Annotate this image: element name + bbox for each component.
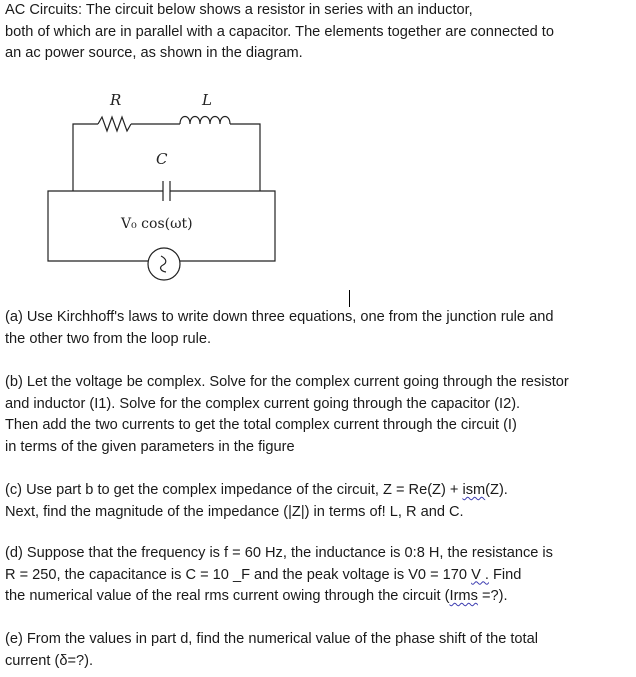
part-b-line: Then add the two currents to get the total complex current through the circuit (I)	[5, 417, 517, 433]
intro-line: AC Circuits: The circuit below shows a resistor in series with an inductor,	[5, 2, 473, 18]
text-run: R = 250, the capacitance is C = 10 _F and the peak voltage is V0 = 170	[5, 566, 472, 583]
text-run: (c) Use part b to get the complex impedance of the circuit, Z = Re(Z) +	[5, 482, 463, 498]
part-d-line-1: (d) Suppose that the frequency is f = 60 Hz, the inductance is 0:8 H, the resistance is	[5, 545, 553, 561]
intro-paragraph	[5, 0, 635, 65]
spellcheck-flag[interactable]: Irms	[449, 588, 478, 604]
spellcheck-flag[interactable]: V .	[471, 566, 489, 583]
part-b-line: in terms of the given parameters in the figure	[5, 438, 295, 455]
intro-line: both of which are in parallel with a capacitor. The elements together are connected to	[5, 23, 554, 40]
source-label: V₀ cos(ωt)	[121, 216, 193, 232]
inductor-symbol	[180, 117, 230, 125]
part-d-paragraph	[5, 543, 635, 608]
text-run: =?).	[477, 588, 508, 604]
circuit-diagram	[40, 82, 310, 282]
part-d-line-3	[5, 586, 635, 608]
text-run: Find	[488, 566, 522, 583]
top-right-wire	[230, 124, 260, 191]
text-run: the numerical value of the real rms current owing through the circuit (	[5, 588, 450, 604]
ac-source-wave	[161, 256, 166, 272]
resistor-label: R	[110, 91, 122, 109]
intro-line: an ac power source, as shown in the diagram.	[5, 45, 303, 61]
part-c-line-1	[5, 480, 635, 502]
outer-right-wire	[180, 191, 275, 261]
part-e-paragraph	[5, 629, 635, 672]
part-a-paragraph	[5, 307, 635, 350]
part-d-line-2	[5, 565, 635, 587]
spellcheck-flag[interactable]: ism	[462, 482, 486, 498]
part-c-paragraph	[5, 480, 635, 523]
capacitor-label: C	[156, 150, 168, 168]
part-c-line-2: Next, find the magnitude of the impedance (|Z|) in terms of! L, R and C.	[5, 503, 464, 520]
text-run: (Z).	[485, 482, 508, 498]
part-b-line: (b) Let the voltage be complex. Solve for the complex current going through the resistor	[5, 374, 569, 390]
part-e-line: current (δ=?).	[5, 652, 94, 669]
part-b-line: and inductor (I1). Solve for the complex current going through the capacitor (I2).	[5, 395, 521, 412]
top-left-wire	[73, 124, 98, 191]
resistor-symbol	[98, 117, 131, 131]
part-a-line: (a) Use Kirchhoff's laws to write down three equations, one from the junction rule and	[5, 309, 554, 325]
part-a-line: the other two from the loop rule.	[5, 330, 212, 347]
part-b-paragraph	[5, 372, 635, 458]
inductor-label: L	[202, 91, 212, 109]
part-e-line: (e) From the values in part d, find the numerical value of the phase shift of the total	[5, 631, 538, 647]
text-cursor	[349, 290, 350, 307]
